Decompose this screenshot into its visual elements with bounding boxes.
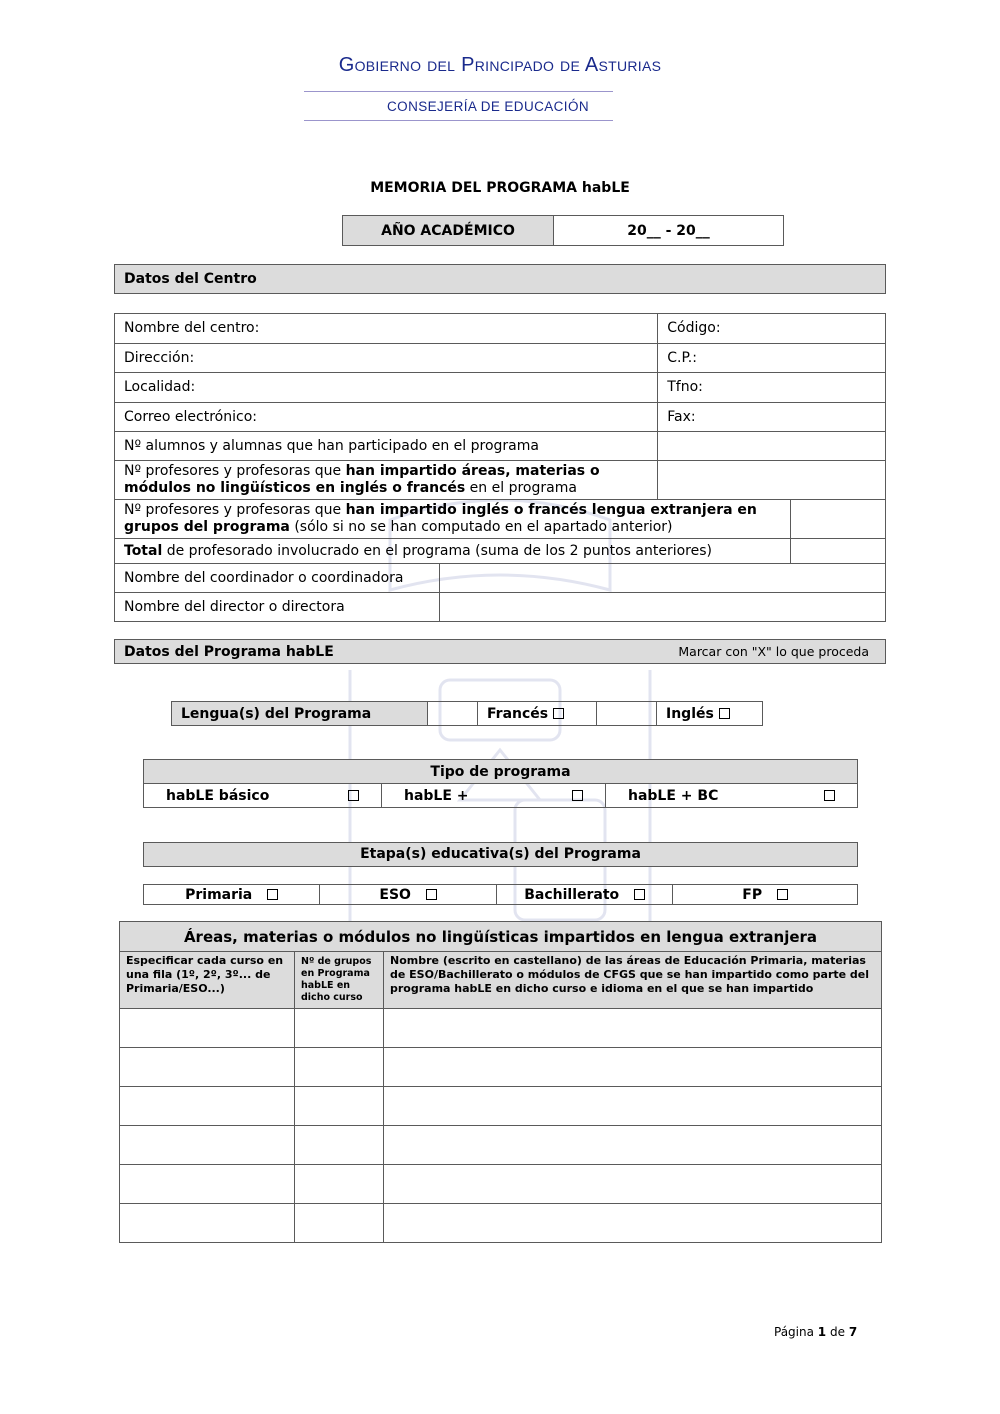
- header-rule-bottom: [304, 120, 613, 121]
- direccion-field[interactable]: Dirección:: [115, 344, 658, 373]
- prof-areas-pre: Nº profesores y profesoras que: [124, 463, 346, 479]
- etapa-bachillerato-option[interactable]: [497, 885, 673, 905]
- grupos-cell[interactable]: [295, 1048, 384, 1087]
- nombre-cell[interactable]: [384, 1165, 882, 1204]
- total-label: [115, 539, 791, 564]
- datos-programa-title: Datos del Programa habLE: [124, 643, 334, 660]
- datos-centro-title: Datos del Centro: [124, 271, 257, 287]
- prof-lengua-pre: Nº profesores y profesoras que: [124, 502, 346, 518]
- total-post: de profesorado involucrado en el programa (suma de los 2 puntos anteriores): [162, 542, 712, 559]
- ingles-label: Inglés: [666, 705, 714, 722]
- table-row: [120, 1087, 882, 1126]
- lengua-ingles-option[interactable]: [657, 702, 763, 726]
- nombre-centro-field[interactable]: Nombre del centro:: [115, 314, 658, 344]
- col-grupos-header: Nº de grupos en Programa habLE en dicho curso: [295, 952, 384, 1009]
- curso-cell[interactable]: [120, 1165, 295, 1204]
- academic-year-field[interactable]: 20__ - 20__: [554, 216, 784, 246]
- areas-table: [119, 921, 882, 1243]
- lengua-spacer-2: [597, 702, 657, 726]
- eso-checkbox[interactable]: [426, 889, 437, 900]
- col-curso-header: Especificar cada curso en una fila (1º, 2º, 3º... de Primaria/ESO...): [120, 952, 295, 1009]
- areas-title: Áreas, materias o módulos no lingüísticas impartidos en lengua extranjera: [120, 922, 882, 952]
- fp-checkbox[interactable]: [777, 889, 788, 900]
- col-nombre-header: Nombre (escrito en castellano) de las áreas de Educación Primaria, materias de ESO/Bachillerato o módulos de CFGS que se han impartido como parte del programa habLE en dicho curso e idioma en el que se han impartido: [384, 952, 882, 1009]
- codigo-field[interactable]: Código:: [658, 314, 886, 344]
- academic-year-table: [342, 215, 784, 246]
- tipo-programa-title: Tipo de programa: [144, 760, 858, 784]
- director-label: Nombre del director o directora: [115, 593, 440, 622]
- page-word: Página: [774, 1325, 814, 1339]
- of-word: de: [829, 1325, 845, 1339]
- lengua-table: [171, 701, 763, 726]
- grupos-cell[interactable]: [295, 1009, 384, 1048]
- fax-field[interactable]: Fax:: [658, 403, 886, 432]
- lengua-spacer-1: [428, 702, 478, 726]
- page-total: 7: [848, 1325, 858, 1339]
- header-rule-top: [304, 91, 613, 92]
- tipo-bc-checkbox[interactable]: [824, 790, 835, 801]
- document-title-text: MEMORIA DEL PROGRAMA habLE: [370, 180, 630, 196]
- bachillerato-label: Bachillerato: [524, 886, 620, 903]
- etapa-title: Etapa(s) educativa(s) del Programa: [143, 842, 858, 867]
- nombre-cell[interactable]: [384, 1204, 882, 1243]
- curso-cell[interactable]: [120, 1009, 295, 1048]
- grupos-cell[interactable]: [295, 1126, 384, 1165]
- curso-cell[interactable]: [120, 1048, 295, 1087]
- page-number: [774, 1325, 857, 1339]
- tipo-basico-label: habLE básico: [166, 787, 270, 804]
- datos-programa-header: [114, 639, 886, 664]
- eso-label: ESO: [379, 886, 411, 903]
- grupos-cell[interactable]: [295, 1204, 384, 1243]
- cp-field[interactable]: C.P.:: [658, 344, 886, 373]
- datos-centro-table: [114, 313, 886, 622]
- tipo-plus-label: habLE +: [404, 787, 469, 804]
- primaria-checkbox[interactable]: [267, 889, 278, 900]
- curso-cell[interactable]: [120, 1204, 295, 1243]
- page-current: 1: [817, 1325, 827, 1339]
- director-field[interactable]: [439, 593, 885, 622]
- total-field[interactable]: [791, 539, 886, 564]
- primaria-label: Primaria: [185, 886, 253, 903]
- localidad-field[interactable]: Localidad:: [115, 373, 658, 403]
- prof-areas-label: [115, 461, 658, 500]
- alumnos-field[interactable]: [658, 432, 886, 461]
- fp-label: FP: [742, 886, 763, 903]
- coordinador-field[interactable]: [439, 564, 885, 593]
- prof-areas-bold: han impartido áreas, materias o módulos no lingüísticos en inglés o francés: [124, 463, 600, 496]
- coordinador-label: Nombre del coordinador o coordinadora: [115, 564, 440, 593]
- curso-cell[interactable]: [120, 1126, 295, 1165]
- prof-lengua-field[interactable]: [791, 500, 886, 539]
- organization-title: Gobierno del Principado de Asturias: [338, 54, 662, 76]
- department-title: CONSEJERÍA DE EDUCACIÓN: [387, 99, 589, 114]
- total-bold: Total: [124, 542, 163, 559]
- tipo-plus-option[interactable]: [382, 784, 606, 808]
- frances-checkbox[interactable]: [553, 708, 564, 719]
- nombre-cell[interactable]: [384, 1009, 882, 1048]
- prof-areas-post: en el programa: [465, 480, 577, 496]
- datos-centro-header: [114, 264, 886, 294]
- nombre-cell[interactable]: [384, 1048, 882, 1087]
- lengua-label: Lengua(s) del Programa: [172, 702, 428, 726]
- etapa-eso-option[interactable]: [320, 885, 497, 905]
- grupos-cell[interactable]: [295, 1087, 384, 1126]
- grupos-cell[interactable]: [295, 1165, 384, 1204]
- tipo-basico-option[interactable]: [144, 784, 382, 808]
- document-title: [0, 180, 1000, 196]
- academic-year-label: AÑO ACADÉMICO: [343, 216, 554, 246]
- frances-label: Francés: [487, 705, 549, 722]
- table-row: [120, 1204, 882, 1243]
- tipo-basico-checkbox[interactable]: [348, 790, 359, 801]
- etapa-primaria-option[interactable]: [144, 885, 320, 905]
- bachillerato-checkbox[interactable]: [634, 889, 645, 900]
- prof-lengua-bold: han impartido inglés o francés lengua extranjera en grupos del programa: [124, 502, 757, 535]
- correo-field[interactable]: Correo electrónico:: [115, 403, 658, 432]
- nombre-cell[interactable]: [384, 1126, 882, 1165]
- telefono-field[interactable]: Tfno:: [658, 373, 886, 403]
- alumnos-label: Nº alumnos y alumnas que han participado en el programa: [115, 432, 658, 461]
- tipo-programa-table: [143, 759, 858, 808]
- table-row: [120, 1165, 882, 1204]
- prof-areas-field[interactable]: [658, 461, 886, 500]
- table-row: [120, 1126, 882, 1165]
- curso-cell[interactable]: [120, 1087, 295, 1126]
- tipo-plus-checkbox[interactable]: [572, 790, 583, 801]
- prof-lengua-post: (sólo si no se han computado en el apartado anterior): [289, 519, 673, 535]
- prof-lengua-label: [115, 500, 791, 539]
- marcar-note: Marcar con "X" lo que proceda: [678, 644, 869, 659]
- etapa-table: [143, 884, 858, 905]
- nombre-cell[interactable]: [384, 1087, 882, 1126]
- table-row: [120, 1048, 882, 1087]
- tipo-bc-label: habLE + BC: [628, 787, 719, 804]
- lengua-frances-option[interactable]: [478, 702, 597, 726]
- table-row: [120, 1009, 882, 1048]
- ingles-checkbox[interactable]: [719, 708, 730, 719]
- tipo-bc-option[interactable]: [606, 784, 858, 808]
- etapa-fp-option[interactable]: [673, 885, 858, 905]
